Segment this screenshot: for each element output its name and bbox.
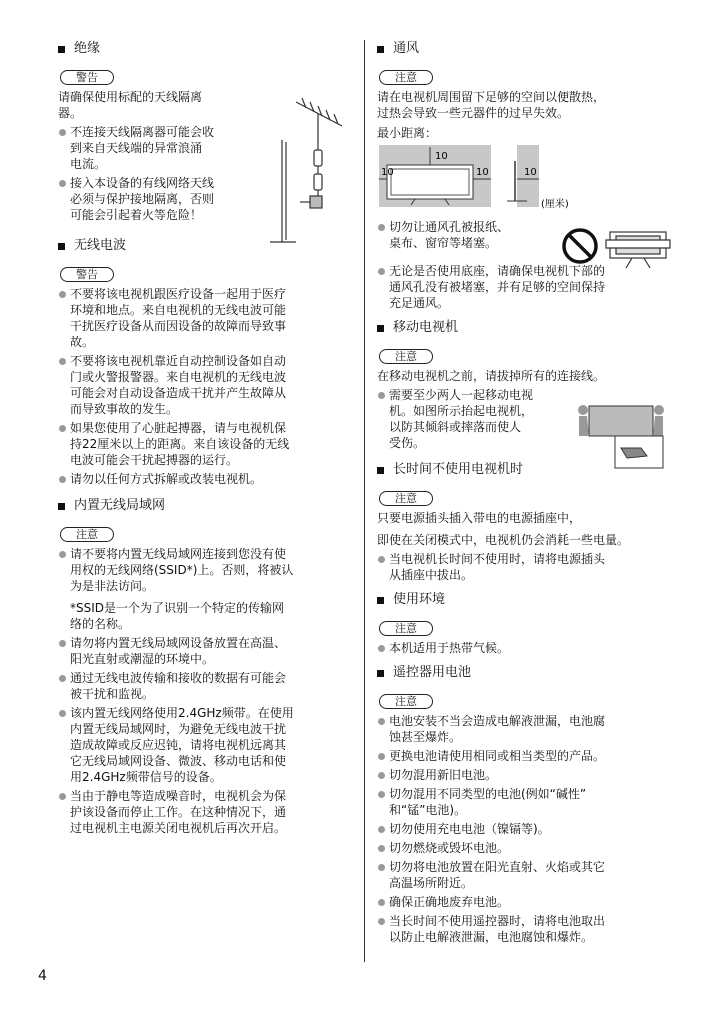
bullet-item: 切勿将电池放置在阳光直射、火焰或其它 高温场所附近。 bbox=[377, 859, 673, 891]
bullet-item: 电池安装不当会造成电解液泄漏，电池腐 蚀甚至爆炸。 bbox=[377, 713, 673, 745]
paragraph: 在移动电视机之前，请拔掉所有的连接线。 bbox=[377, 369, 606, 383]
paragraph: 请在电视机周围留下足够的空间以便散热， 过热会导致一些元器件的过早失效。 bbox=[377, 90, 606, 120]
min-distance-label: 最小距离： bbox=[377, 126, 438, 140]
square-bullet-icon bbox=[58, 243, 65, 250]
square-bullet-icon bbox=[377, 46, 384, 53]
paragraph: 即使在关闭模式中，电视机仍会消耗一些电量。 bbox=[377, 533, 630, 547]
bullet-item: 通过无线电波传输和接收的数据有可能会 被干扰和监视。 bbox=[58, 670, 352, 702]
section-radio-waves bbox=[58, 237, 352, 487]
section-environment bbox=[377, 591, 673, 656]
caution-badge: 注意 bbox=[60, 527, 114, 542]
section-heading: 内置无线局域网 bbox=[58, 497, 352, 515]
paragraph: 请确保使用标配的天线隔离 器。 bbox=[58, 90, 203, 120]
bullet-item: 不要将该电视机跟医疗设备一起用于医疗 环境和地点。来自电视机的无线电波可能 干扰医疗设备从而因设备的故障而导致事 故。 bbox=[58, 286, 352, 350]
bullet-item: 更换电池请使用相同或相当类型的产品。 bbox=[377, 748, 673, 764]
footnote: *SSID是一个为了识别一个特定的传输网 络的名称。 bbox=[70, 601, 285, 631]
section-heading: 绝缘 bbox=[58, 40, 352, 58]
right-column bbox=[377, 40, 673, 953]
bullet-item: 接入本设备的有线网络天线 必须与保护接地隔离，否则 可能会引起着火等危险！ bbox=[58, 175, 258, 223]
page-number: 4 bbox=[38, 968, 47, 984]
unit-label: (厘米) bbox=[541, 199, 569, 210]
column-divider bbox=[364, 40, 365, 962]
bullet-item: 本机适用于热带气候。 bbox=[377, 640, 673, 656]
bullet-item: 如果您使用了心脏起搏器，请与电视机保 持22厘米以上的距离。来自该设备的无线 电波可能会干扰起搏器的运行。 bbox=[58, 420, 352, 468]
bullet-item: 请勿以任何方式拆解或改装电视机。 bbox=[58, 471, 352, 487]
caution-badge: 注意 bbox=[379, 491, 433, 506]
caution-badge: 注意 bbox=[379, 694, 433, 709]
bullet-item: 确保正确地废弃电池。 bbox=[377, 894, 673, 910]
section-heading: 通风 bbox=[377, 40, 673, 58]
bullet-item: 请勿将内置无线局域网设备放置在高温、 阳光直射或潮湿的环境中。 bbox=[58, 635, 352, 667]
section-heading: 移动电视机 bbox=[377, 319, 673, 337]
warning-badge: 警告 bbox=[60, 267, 114, 282]
bullet-item: 切勿使用充电电池（镍镉等)。 bbox=[377, 821, 673, 837]
section-heading: 无线电波 bbox=[58, 237, 352, 255]
clearance-right-label: 10 bbox=[476, 167, 489, 178]
clearance-side-label: 10 bbox=[524, 167, 537, 178]
bullet-item: 需要至少两人一起移动电视 机。如图所示抬起电视机， 以防其倾斜或摔落而使人 受伤。 bbox=[377, 387, 579, 451]
square-bullet-icon bbox=[377, 597, 384, 604]
square-bullet-icon bbox=[377, 325, 384, 332]
bullet-item: 切勿燃烧或毁坏电池。 bbox=[377, 840, 673, 856]
square-bullet-icon bbox=[58, 46, 65, 53]
two-person-lifting-illustration bbox=[575, 396, 667, 472]
bullet-item: 无论是否使用底座，请确保电视机下部的 通风孔没有被堵塞，并有足够的空间保持 充足通风。 bbox=[377, 263, 673, 311]
bullet-item: 该内置无线网络使用2.4GHz频带。在使用 内置无线局域网时，为避免无线电波干扰 造成故障或反应迟钝，请将电视机远离其 它无线局域网设备、微波、移动电话和使 用2.4GHz频带信号的设备。 bbox=[58, 705, 352, 785]
clearance-left-label: 10 bbox=[381, 167, 394, 178]
section-remote-batteries bbox=[377, 664, 673, 945]
square-bullet-icon bbox=[58, 503, 65, 510]
section-heading: 使用环境 bbox=[377, 591, 673, 609]
warning-badge: 警告 bbox=[60, 70, 114, 85]
clearance-top-label: 10 bbox=[435, 151, 448, 162]
square-bullet-icon bbox=[377, 467, 384, 474]
caution-badge: 注意 bbox=[379, 349, 433, 364]
bullet-item: 当由于静电等造成噪音时，电视机会为保 护该设备而停止工作。在这种情况下，通 过电视机主电源关闭电视机后再次开启。 bbox=[58, 788, 352, 836]
bullet-item: 当长时间不使用遥控器时，请将电池取出 以防止电解液泄漏，电池腐蚀和爆炸。 bbox=[377, 913, 673, 945]
no-blocking-illustration bbox=[560, 226, 672, 272]
bullet-item: 切勿让通风孔被报纸、 桌布、窗帘等堵塞。 bbox=[377, 219, 559, 251]
bullet-item: 请不要将内置无线局域网连接到您没有使 用权的无线网络(SSID*)上。否则，将被认 为是非法访问。 bbox=[58, 546, 352, 594]
section-long-unused bbox=[377, 461, 673, 583]
bullet-item: 不连接天线隔离器可能会收 到来自天线端的异常浪涌 电流。 bbox=[58, 124, 258, 172]
section-wireless-lan bbox=[58, 497, 352, 836]
bullet-item: 不要将该电视机靠近自动控制设备如自动 门或火警报警器。来自电视机的无线电波 可能会对自动设备造成干扰并产生故障从 而导致事故的发生。 bbox=[58, 353, 352, 417]
section-heading: 长时间不使用电视机时 bbox=[377, 461, 673, 479]
clearance-diagram bbox=[377, 143, 597, 215]
section-heading: 遥控器用电池 bbox=[377, 664, 673, 682]
antenna-isolator-illustration bbox=[262, 92, 346, 252]
paragraph: 只要电源插头插入带电的电源插座中， bbox=[377, 511, 582, 525]
caution-badge: 注意 bbox=[379, 70, 433, 85]
caution-badge: 注意 bbox=[379, 621, 433, 636]
bullet-item: 切勿混用新旧电池。 bbox=[377, 767, 673, 783]
bullet-item: 切勿混用不同类型的电池(例如“碱性” 和“锰”电池)。 bbox=[377, 786, 673, 818]
bullet-item: 当电视机长时间不使用时，请将电源插头 从插座中拔出。 bbox=[377, 551, 673, 583]
square-bullet-icon bbox=[377, 670, 384, 677]
